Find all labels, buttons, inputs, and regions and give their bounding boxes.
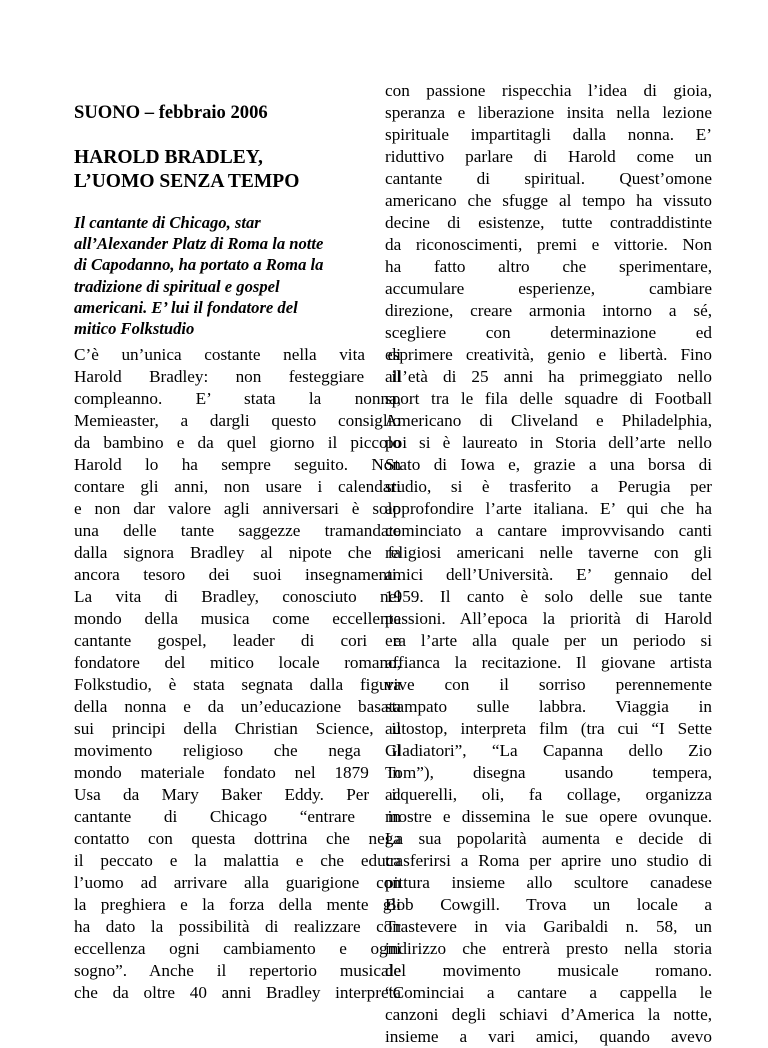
left-line: e non dar valore agli anniversari è solo (74, 499, 401, 518)
left-line: il peccato e la malattia e che educa (74, 851, 401, 870)
right-line: canzoni degli schiavi d’America la notte, (385, 1005, 712, 1024)
right-line: era l’arte alla quale per un periodo si (385, 631, 712, 650)
right-line: 1959. Il canto è solo delle sue tante (385, 587, 712, 606)
right-line: passioni. All’epoca la priorità di Harold (385, 609, 712, 628)
right-line: acquerelli, oli, fa collage, organizza (385, 785, 712, 804)
left-line: contare gli anni, non usare i calendari (74, 477, 401, 496)
left-line: movimento religioso che nega il (74, 741, 401, 760)
left-line: cantante di Chicago “entrare in (74, 807, 401, 826)
title-line-2: L’UOMO SENZA TEMPO (74, 171, 300, 192)
left-line: da bambino e da quel giorno il piccolo (74, 433, 401, 452)
right-line: poi si è laureato in Storia dell’arte nello (385, 433, 712, 452)
right-line: direzione, creare armonia intorno a sé, (385, 301, 712, 320)
right-line: La sua popolarità aumenta e decide di (385, 829, 712, 848)
left-line: sui principi della Christian Science, il (74, 719, 401, 738)
right-line: scegliere con determinazione ed (385, 323, 712, 342)
title-line-1: HAROLD BRADLEY, (74, 147, 263, 168)
left-line: C’è un’unica costante nella vita di (74, 345, 401, 364)
right-line: cominciato a cantare improvvisando canti (385, 521, 712, 540)
right-line: americano che sfugge al tempo ha vissuto (385, 191, 712, 210)
right-line: decine di esistenze, tutte contraddistinte (385, 213, 712, 232)
right-line: autostop, interpreta film (tra cui “I Sette (385, 719, 712, 738)
right-line: vive con il sorriso perennemente (385, 675, 712, 694)
lead-line: di Capodanno, ha portato a Roma la (74, 255, 324, 275)
left-line: fondatore del mitico locale romano, (74, 653, 401, 672)
left-line: mondo della musica come eccellente (74, 609, 401, 628)
left-line: dalla signora Bradley al nipote che fa (74, 543, 401, 562)
right-line: stampato sulle labbra. Viaggia in (385, 697, 712, 716)
lead-line: mitico Folkstudio (74, 319, 195, 338)
right-line: Tom”), disegna usando tempera, (385, 763, 712, 782)
lead-line: all’Alexander Platz di Roma la notte (74, 234, 324, 254)
right-line: all’età di 25 anni ha primeggiato nello (385, 367, 712, 386)
left-line: Harold Bradley: non festeggiare il (74, 367, 401, 386)
section-heading: SUONO – febbraio 2006 (74, 102, 268, 123)
right-line: riduttivo parlare di Harold come un (385, 147, 712, 166)
left-line: l’uomo ad arrivare alla guarigione con (74, 873, 401, 892)
left-line: cantante gospel, leader di cori e (74, 631, 401, 650)
left-line: contatto con questa dottrina che nega (74, 829, 401, 848)
right-line: cantante di spiritual. Quest’omone (385, 169, 712, 188)
right-line: approfondire l’arte italiana. E’ qui che ha (385, 499, 712, 518)
right-line: del movimento musicale romano. (385, 961, 712, 980)
right-line: Stato di Iowa e, grazie a una borsa di (385, 455, 712, 474)
left-line: La vita di Bradley, conosciuto nel (74, 587, 401, 606)
left-line: Memieaster, a dargli questo consiglio (74, 411, 401, 430)
right-line: speranza e liberazione insita nella lezione (385, 103, 712, 122)
left-line: ha dato la possibilità di realizzare con (74, 917, 401, 936)
right-line: sport tra le fila delle squadre di Football (385, 389, 712, 408)
left-line: ancora tesoro dei suoi insegnamenti. (74, 565, 401, 584)
right-line: esprimere creatività, genio e libertà. Fino (385, 345, 712, 364)
right-line: Americano di Cliveland e Philadelphia, (385, 411, 712, 430)
right-line: da riconoscimenti, premi e vittorie. Non (385, 235, 712, 254)
left-line: Harold lo ha sempre seguito. Non (74, 455, 401, 474)
right-line: accumulare esperienze, cambiare (385, 279, 712, 298)
left-line: sogno”. Anche il repertorio musicale (74, 961, 401, 980)
left-line: Folkstudio, è stata segnata dalla figura (74, 675, 401, 694)
lead-line: tradizione di spiritual e gospel (74, 276, 280, 296)
left-line: una delle tante saggezze tramandate (74, 521, 401, 540)
lead-line: americani. E’ lui il fondatore del (74, 297, 298, 317)
left-line: mondo materiale fondato nel 1879 in (74, 763, 401, 782)
right-line: insieme a vari amici, quando avevo (385, 1027, 712, 1046)
left-line: eccellenza ogni cambiamento e ogni (74, 939, 401, 958)
left-line: Usa da Mary Baker Eddy. Per il (74, 785, 401, 804)
left-line: della nonna e da un’educazione basata (74, 697, 401, 716)
right-line: pittura insieme allo scultore canadese (385, 873, 712, 892)
right-line: ha fatto altro che sperimentare, (385, 257, 712, 276)
right-line: “Cominciai a cantare a cappella le (385, 983, 712, 1002)
left-line: la preghiera e la forza della mente gli (74, 895, 401, 914)
lead-line: Il cantante di Chicago, star (74, 213, 261, 232)
right-line: Gladiatori”, “La Capanna dello Zio (385, 741, 712, 760)
right-line: Bob Cowgill. Trova un locale a (385, 895, 712, 914)
right-line: studio, si è trasferito a Perugia per (385, 477, 712, 496)
right-line: spirituale impartitagli dalla nonna. E’ (385, 125, 712, 144)
right-line: con passione rispecchia l’idea di gioia, (385, 81, 712, 100)
left-line: che da oltre 40 anni Bradley interpreta (74, 983, 401, 1002)
right-line: affianca la recitazione. Il giovane artista (385, 653, 712, 672)
right-line: Trastevere in via Garibaldi n. 58, un (385, 917, 712, 936)
right-line: amici dell’Università. E’ gennaio del (385, 565, 712, 584)
right-line: trasferirsi a Roma per aprire uno studio di (385, 851, 712, 870)
left-line: compleanno. E’ stata la nonna, (74, 389, 401, 408)
right-line: mostre e dissemina le sue opere ovunque. (385, 807, 712, 826)
right-line: indirizzo che entrerà presto nella storia (385, 939, 712, 958)
right-line: religiosi americani nelle taverne con gli (385, 543, 712, 562)
